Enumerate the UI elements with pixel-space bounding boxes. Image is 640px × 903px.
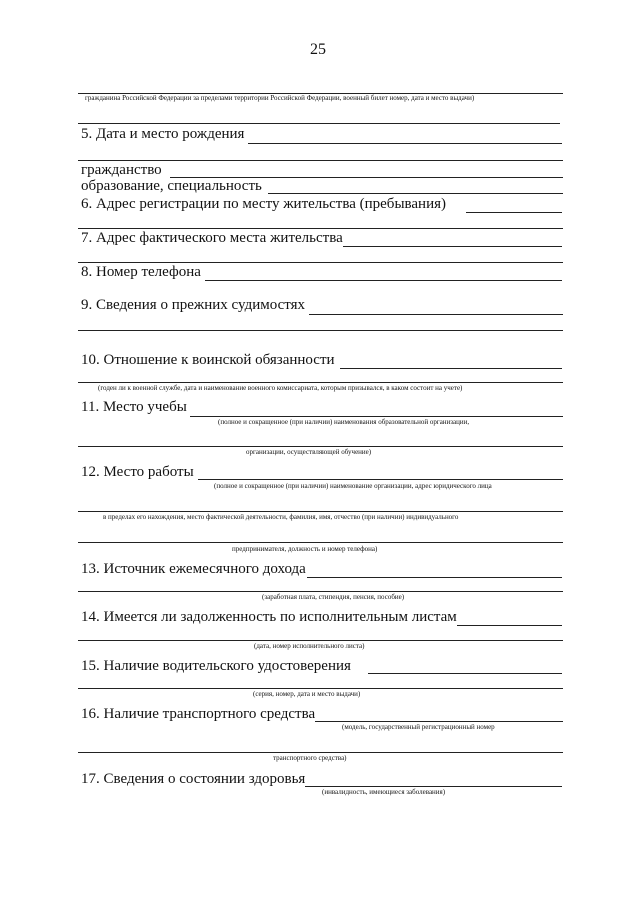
- convictions-label: 9. Сведения о прежних судимостях: [81, 297, 306, 313]
- debt-fill-line[interactable]: [457, 625, 562, 626]
- license-label: 15. Наличие водительского удостоверения: [81, 658, 351, 674]
- work-continuation-line-1[interactable]: [78, 511, 563, 512]
- reg-address-continuation-line[interactable]: [78, 228, 563, 229]
- birth-fill-line[interactable]: [248, 143, 562, 144]
- work-caption-3: предпринимателя, должность и номер телефона): [232, 545, 378, 553]
- reg-address-label: 6. Адрес регистрации по месту жительства (пребывания): [81, 196, 447, 212]
- convictions-fill-line[interactable]: [309, 314, 563, 315]
- study-label: 11. Место учебы: [81, 399, 187, 415]
- passport-caption: гражданина Российской Федерации за пределами территории Российской Федерации, военный билет номер, дата и место выдачи): [85, 94, 475, 102]
- license-continuation-line[interactable]: [78, 688, 563, 689]
- vehicle-caption-1: (модель, государственный регистрационный номер: [342, 723, 495, 731]
- vehicle-caption-2: транспортного средства): [273, 754, 347, 762]
- study-continuation-line[interactable]: [78, 446, 563, 447]
- passport-continuation-line[interactable]: [78, 123, 560, 124]
- military-fill-line[interactable]: [340, 368, 562, 369]
- citizenship-label: гражданство: [81, 162, 162, 178]
- license-caption: (серия, номер, дата и место выдачи): [253, 690, 361, 698]
- education-label: образование, специальность: [81, 178, 262, 194]
- actual-address-continuation-line[interactable]: [78, 262, 563, 263]
- convictions-continuation-line[interactable]: [78, 330, 563, 331]
- license-fill-line[interactable]: [368, 673, 562, 674]
- reg-address-fill-line[interactable]: [466, 212, 562, 213]
- education-fill-line[interactable]: [268, 193, 563, 194]
- actual-address-label: 7. Адрес фактического места жительства: [81, 230, 343, 246]
- birth-label: 5. Дата и место рождения: [81, 126, 245, 142]
- page-number: 25: [310, 41, 326, 58]
- work-caption-2: в пределах его нахождения, место фактической деятельности, фамилия, имя, отчество (при наличии) индивидуального: [103, 513, 459, 521]
- phone-label: 8. Номер телефона: [81, 264, 201, 280]
- debt-continuation-line[interactable]: [78, 640, 563, 641]
- vehicle-continuation-line[interactable]: [78, 752, 563, 753]
- phone-fill-line[interactable]: [205, 280, 562, 281]
- income-label: 13. Источник ежемесячного дохода: [81, 561, 306, 577]
- income-fill-line[interactable]: [307, 577, 562, 578]
- work-caption-1: (полное и сокращенное (при наличии) наименование организации, адрес юридического лица: [214, 482, 492, 490]
- debt-caption: (дата, номер исполнительного листа): [254, 642, 365, 650]
- vehicle-label: 16. Наличие транспортного средства: [81, 706, 316, 722]
- debt-label: 14. Имеется ли задолженность по исполнительным листам: [81, 609, 457, 625]
- study-caption-2: организации, осуществляющей обучение): [246, 448, 372, 456]
- military-caption: (годен ли к военной службе, дата и наименование военного комиссариата, которым призывался, в каком состоит на учете): [98, 384, 463, 392]
- health-fill-line[interactable]: [305, 786, 562, 787]
- study-caption-1: (полное и сокращенное (при наличии) наименования образовательной организации,: [218, 418, 470, 426]
- work-continuation-line-2[interactable]: [78, 542, 563, 543]
- military-label: 10. Отношение к воинской обязанности: [81, 352, 335, 368]
- actual-address-fill-line[interactable]: [343, 246, 562, 247]
- income-continuation-line[interactable]: [78, 591, 563, 592]
- study-fill-line[interactable]: [190, 416, 563, 417]
- work-fill-line[interactable]: [198, 479, 563, 480]
- military-continuation-line[interactable]: [78, 382, 563, 383]
- income-caption: (заработная плата, стипендия, пенсия, пособие): [262, 593, 405, 601]
- health-caption: (инвалидность, имеющиеся заболевания): [322, 788, 446, 796]
- work-label: 12. Место работы: [81, 464, 194, 480]
- birth-continuation-line[interactable]: [78, 160, 563, 161]
- vehicle-fill-line[interactable]: [315, 721, 563, 722]
- health-label: 17. Сведения о состоянии здоровья: [81, 771, 306, 787]
